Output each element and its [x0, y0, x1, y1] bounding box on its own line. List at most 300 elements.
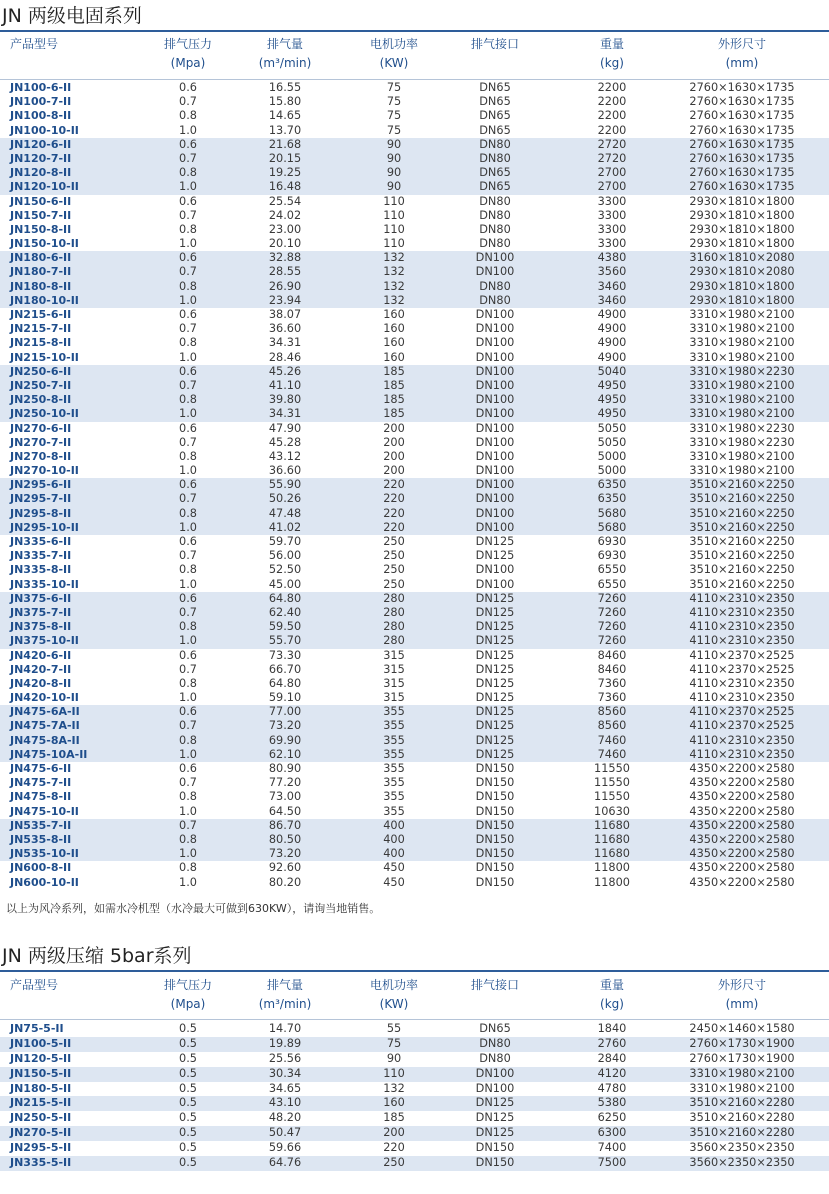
cell-flow: 36.60 — [268, 464, 302, 478]
cell-outlet: DN100 — [475, 308, 515, 321]
table-row — [0, 436, 829, 450]
cell-flow: 19.25 — [268, 166, 302, 180]
cell-pressure: 0.6 — [179, 705, 197, 719]
cell-flow: 73.20 — [268, 847, 302, 861]
table-row — [0, 109, 829, 123]
cell-flow: 77.20 — [268, 776, 302, 790]
cell-flow: 20.10 — [268, 237, 302, 251]
table-row — [0, 1141, 829, 1156]
cell-outlet: DN125 — [475, 648, 515, 662]
cell-pressure: 1.0 — [179, 520, 197, 534]
cell-flow: 92.60 — [268, 861, 302, 875]
cell-power: 450 — [383, 861, 405, 875]
cell-weight: 2200 — [597, 109, 627, 123]
cell-outlet: DN125 — [475, 1111, 515, 1125]
cell-weight: 5000 — [597, 449, 627, 463]
cell-dimensions: 3560×2350×2350 — [689, 1141, 795, 1155]
cell-model: JN295-7-II — [10, 492, 72, 506]
cell-model: JN420-10-II — [10, 691, 79, 705]
cell-dimensions: 4110×2370×2525 — [689, 648, 795, 662]
cell-pressure: 0.6 — [179, 308, 197, 321]
cell-outlet: DN100 — [475, 393, 515, 407]
cell-model: JN215-5-II — [10, 1096, 72, 1110]
cell-pressure: 0.6 — [179, 762, 197, 775]
section2-top-rule — [0, 970, 829, 972]
cell-model: JN150-8-II — [10, 222, 72, 236]
cell-outlet: DN150 — [475, 847, 515, 861]
cell-model: JN375-10-II — [10, 634, 79, 648]
cell-flow: 73.00 — [268, 790, 302, 804]
cell-outlet: DN150 — [475, 804, 515, 818]
cell-flow: 47.90 — [268, 421, 302, 435]
cell-outlet: DN80 — [479, 1036, 511, 1050]
cell-outlet: DN80 — [479, 222, 511, 236]
table-row — [0, 663, 829, 677]
cell-outlet: DN65 — [479, 166, 511, 180]
cell-flow: 77.00 — [268, 705, 302, 719]
cell-dimensions: 4350×2200×2580 — [689, 776, 795, 790]
table-row — [0, 237, 829, 251]
cell-dimensions: 4110×2310×2350 — [689, 634, 795, 648]
cell-dimensions: 3560×2350×2350 — [689, 1156, 795, 1170]
cell-flow: 34.31 — [268, 407, 302, 421]
cell-flow: 50.26 — [268, 492, 302, 506]
cell-flow: 59.10 — [268, 691, 302, 705]
cell-model: JN180-6-II — [10, 251, 72, 265]
header-weight-unit: (kg) — [600, 56, 624, 70]
cell-model: JN335-10-II — [10, 577, 79, 591]
cell-pressure: 0.5 — [179, 1081, 197, 1095]
cell-flow: 55.70 — [268, 634, 302, 648]
cell-outlet: DN65 — [479, 123, 511, 137]
table-row — [0, 649, 829, 663]
cell-pressure: 0.6 — [179, 194, 197, 208]
cell-model: JN120-10-II — [10, 180, 79, 194]
cell-dimensions: 3310×1980×2230 — [689, 421, 795, 435]
table-row — [0, 521, 829, 535]
cell-dimensions: 4110×2310×2350 — [689, 747, 795, 761]
cell-dimensions: 2930×1810×1800 — [689, 208, 795, 222]
cell-weight: 11550 — [594, 776, 630, 790]
table-row — [0, 379, 829, 393]
cell-pressure: 0.7 — [179, 662, 197, 676]
cell-model: JN270-7-II — [10, 435, 72, 449]
cell-model: JN600-10-II — [10, 875, 79, 889]
cell-outlet: DN125 — [475, 705, 515, 719]
cell-power: 250 — [383, 563, 405, 577]
table-row — [0, 124, 829, 138]
cell-weight: 7260 — [597, 605, 627, 619]
cell-weight: 2200 — [597, 95, 627, 109]
header-power-unit: (KW) — [379, 997, 409, 1011]
cell-dimensions: 4110×2310×2350 — [689, 605, 795, 619]
cell-pressure: 0.6 — [179, 421, 197, 435]
table-row — [0, 180, 829, 194]
header-dimensions-unit: (mm) — [725, 997, 759, 1011]
cell-dimensions: 2760×1630×1735 — [689, 180, 795, 194]
cell-flow: 43.10 — [268, 1096, 302, 1110]
cell-pressure: 1.0 — [179, 577, 197, 591]
cell-flow: 69.90 — [268, 733, 302, 747]
cell-dimensions: 3310×1980×2100 — [689, 308, 795, 321]
cell-model: JN270-8-II — [10, 449, 72, 463]
cell-model: JN100-8-II — [10, 109, 72, 123]
cell-flow: 64.80 — [268, 676, 302, 690]
cell-power: 250 — [383, 535, 405, 548]
cell-model: JN535-10-II — [10, 847, 79, 861]
cell-power: 400 — [383, 847, 405, 861]
cell-power: 160 — [383, 308, 405, 321]
cell-dimensions: 2760×1630×1735 — [689, 81, 795, 94]
section1-title: JN 两级电固系列 — [2, 5, 142, 27]
cell-dimensions: 4350×2200×2580 — [689, 861, 795, 875]
header-model-label: 产品型号 — [10, 37, 59, 51]
table-row — [0, 1126, 829, 1141]
cell-weight: 6250 — [597, 1111, 627, 1125]
cell-weight: 6550 — [597, 563, 627, 577]
cell-power: 90 — [386, 151, 402, 165]
cell-pressure: 0.8 — [179, 393, 197, 407]
cell-weight: 7260 — [597, 620, 627, 634]
cell-model: JN475-8A-II — [10, 733, 80, 747]
cell-dimensions: 3310×1980×2230 — [689, 364, 795, 378]
cell-pressure: 1.0 — [179, 464, 197, 478]
cell-dimensions: 3510×2160×2250 — [689, 563, 795, 577]
cell-weight: 11680 — [594, 847, 630, 861]
cell-weight: 3300 — [597, 194, 627, 208]
cell-flow: 23.94 — [268, 293, 302, 307]
cell-model: JN295-5-II — [10, 1141, 72, 1155]
header-outlet-label: 排气接口 — [470, 978, 519, 992]
cell-weight: 2200 — [597, 81, 627, 94]
cell-pressure: 0.7 — [179, 605, 197, 619]
cell-power: 315 — [383, 662, 405, 676]
cell-outlet: DN100 — [475, 1066, 515, 1080]
cell-power: 185 — [383, 378, 405, 392]
cell-weight: 6550 — [597, 577, 627, 591]
table-row — [0, 1082, 829, 1097]
cell-flow: 66.70 — [268, 662, 302, 676]
cell-power: 185 — [383, 407, 405, 421]
cell-pressure: 0.7 — [179, 492, 197, 506]
cell-model: JN270-5-II — [10, 1126, 72, 1140]
table-row — [0, 1067, 829, 1082]
cell-pressure: 0.5 — [179, 1051, 197, 1065]
cell-outlet: DN150 — [475, 818, 515, 832]
table-row — [0, 138, 829, 152]
cell-pressure: 0.6 — [179, 535, 197, 548]
table-row — [0, 762, 829, 776]
cell-weight: 4120 — [597, 1066, 627, 1080]
cell-model: JN375-7-II — [10, 605, 72, 619]
cell-outlet: DN125 — [475, 662, 515, 676]
cell-dimensions: 4350×2200×2580 — [689, 790, 795, 804]
cell-power: 200 — [383, 1126, 405, 1140]
table-row — [0, 833, 829, 847]
cell-flow: 28.46 — [268, 350, 302, 364]
cell-power: 185 — [383, 393, 405, 407]
table-row — [0, 464, 829, 478]
cell-model: JN100-5-II — [10, 1036, 72, 1050]
cell-power: 75 — [386, 1036, 402, 1050]
cell-dimensions: 3310×1980×2100 — [689, 393, 795, 407]
cell-flow: 14.70 — [268, 1022, 302, 1035]
cell-weight: 4900 — [597, 350, 627, 364]
cell-outlet: DN125 — [475, 1096, 515, 1110]
cell-weight: 5050 — [597, 435, 627, 449]
cell-dimensions: 4350×2200×2580 — [689, 762, 795, 775]
cell-outlet: DN80 — [479, 279, 511, 293]
cell-flow: 45.26 — [268, 364, 302, 378]
cell-weight: 4950 — [597, 393, 627, 407]
cell-flow: 13.70 — [268, 123, 302, 137]
cell-pressure: 0.5 — [179, 1066, 197, 1080]
table-row — [0, 507, 829, 521]
cell-outlet: DN65 — [479, 180, 511, 194]
cell-power: 250 — [383, 577, 405, 591]
cell-power: 220 — [383, 478, 405, 492]
cell-pressure: 0.7 — [179, 719, 197, 733]
cell-pressure: 0.8 — [179, 861, 197, 875]
cell-pressure: 0.7 — [179, 776, 197, 790]
cell-outlet: DN150 — [475, 861, 515, 875]
cell-weight: 5380 — [597, 1096, 627, 1110]
cell-power: 110 — [383, 208, 405, 222]
cell-dimensions: 4110×2370×2525 — [689, 662, 795, 676]
table-row — [0, 492, 829, 506]
cell-power: 75 — [386, 81, 402, 94]
cell-weight: 4900 — [597, 308, 627, 321]
cell-dimensions: 3510×2160×2280 — [689, 1126, 795, 1140]
cell-pressure: 0.7 — [179, 435, 197, 449]
cell-weight: 3300 — [597, 222, 627, 236]
cell-model: JN180-10-II — [10, 293, 79, 307]
cell-flow: 21.68 — [268, 137, 302, 151]
table-row — [0, 563, 829, 577]
section1-table-body — [0, 81, 829, 890]
cell-power: 90 — [386, 137, 402, 151]
cell-pressure: 0.6 — [179, 478, 197, 492]
cell-weight: 2720 — [597, 137, 627, 151]
header-power-label: 电机功率 — [369, 978, 418, 992]
cell-outlet: DN125 — [475, 535, 515, 548]
cell-pressure: 0.8 — [179, 733, 197, 747]
cell-power: 400 — [383, 818, 405, 832]
cell-model: JN120-5-II — [10, 1051, 72, 1065]
cell-power: 110 — [383, 237, 405, 251]
table-row — [0, 195, 829, 209]
cell-model: JN250-10-II — [10, 407, 79, 421]
cell-power: 355 — [383, 705, 405, 719]
cell-flow: 23.00 — [268, 222, 302, 236]
cell-model: JN475-7-II — [10, 776, 72, 790]
header-flow-unit: (m³/min) — [258, 56, 312, 70]
cell-model: JN335-6-II — [10, 535, 72, 548]
header-flow-unit: (m³/min) — [258, 997, 312, 1011]
cell-outlet: DN125 — [475, 719, 515, 733]
cell-dimensions: 4350×2200×2580 — [689, 875, 795, 889]
cell-power: 185 — [383, 364, 405, 378]
cell-dimensions: 4350×2200×2580 — [689, 832, 795, 846]
header-power-label: 电机功率 — [369, 37, 418, 51]
cell-outlet: DN100 — [475, 506, 515, 520]
cell-flow: 25.54 — [268, 194, 302, 208]
table-row — [0, 365, 829, 379]
cell-outlet: DN80 — [479, 237, 511, 251]
cell-weight: 6350 — [597, 478, 627, 492]
header-dimensions-unit: (mm) — [725, 56, 759, 70]
cell-pressure: 0.8 — [179, 790, 197, 804]
cell-flow: 41.10 — [268, 378, 302, 392]
cell-weight: 4950 — [597, 378, 627, 392]
table-row — [0, 1037, 829, 1052]
table-row — [0, 734, 829, 748]
cell-power: 160 — [383, 1096, 405, 1110]
cell-flow: 24.02 — [268, 208, 302, 222]
header-dimensions-label: 外形尺寸 — [717, 978, 766, 992]
cell-dimensions: 2760×1630×1735 — [689, 151, 795, 165]
cell-outlet: DN150 — [475, 790, 515, 804]
cell-dimensions: 2760×1630×1735 — [689, 137, 795, 151]
header-model-label: 产品型号 — [10, 978, 59, 992]
cell-power: 450 — [383, 875, 405, 889]
cell-flow: 43.12 — [268, 449, 302, 463]
cell-power: 55 — [386, 1022, 402, 1035]
cell-weight: 5680 — [597, 520, 627, 534]
cell-weight: 3460 — [597, 293, 627, 307]
cell-weight: 7460 — [597, 747, 627, 761]
cell-power: 355 — [383, 776, 405, 790]
cell-weight: 11800 — [594, 861, 630, 875]
section2-header-rule — [0, 1019, 829, 1020]
cell-power: 160 — [383, 322, 405, 336]
cell-power: 90 — [386, 1051, 402, 1065]
cell-dimensions: 3310×1980×2100 — [689, 464, 795, 478]
cell-model: JN375-8-II — [10, 620, 72, 634]
cell-pressure: 0.6 — [179, 81, 197, 94]
table-row — [0, 847, 829, 861]
cell-weight: 2200 — [597, 123, 627, 137]
cell-pressure: 1.0 — [179, 691, 197, 705]
cell-dimensions: 3510×2160×2250 — [689, 577, 795, 591]
table-row — [0, 606, 829, 620]
cell-power: 280 — [383, 605, 405, 619]
cell-pressure: 1.0 — [179, 634, 197, 648]
cell-outlet: DN100 — [475, 350, 515, 364]
cell-outlet: DN150 — [475, 1141, 515, 1155]
cell-power: 280 — [383, 634, 405, 648]
header-pressure-unit: (Mpa) — [170, 56, 206, 70]
cell-flow: 15.80 — [268, 95, 302, 109]
section2-table-header — [0, 976, 829, 1018]
cell-weight: 7360 — [597, 691, 627, 705]
cell-flow: 28.55 — [268, 265, 302, 279]
cell-pressure: 0.8 — [179, 279, 197, 293]
cell-outlet: DN80 — [479, 1051, 511, 1065]
cell-pressure: 1.0 — [179, 875, 197, 889]
cell-outlet: DN65 — [479, 81, 511, 94]
cell-power: 110 — [383, 1066, 405, 1080]
cell-power: 315 — [383, 691, 405, 705]
header-pressure-label: 排气压力 — [163, 37, 212, 51]
cell-model: JN100-6-II — [10, 81, 72, 94]
cell-power: 200 — [383, 449, 405, 463]
cell-outlet: DN100 — [475, 322, 515, 336]
cell-dimensions: 2760×1630×1735 — [689, 166, 795, 180]
table-row — [0, 876, 829, 890]
cell-outlet: DN100 — [475, 520, 515, 534]
cell-model: JN215-10-II — [10, 350, 79, 364]
table-row — [0, 634, 829, 648]
cell-weight: 3300 — [597, 208, 627, 222]
cell-pressure: 1.0 — [179, 407, 197, 421]
cell-flow: 48.20 — [268, 1111, 302, 1125]
cell-pressure: 1.0 — [179, 804, 197, 818]
table-row — [0, 790, 829, 804]
cell-flow: 56.00 — [268, 549, 302, 563]
cell-model: JN215-8-II — [10, 336, 72, 350]
cell-pressure: 0.5 — [179, 1096, 197, 1110]
cell-weight: 11680 — [594, 818, 630, 832]
cell-dimensions: 2930×1810×1800 — [689, 222, 795, 236]
table-row — [0, 620, 829, 634]
cell-model: JN600-8-II — [10, 861, 72, 875]
cell-power: 355 — [383, 790, 405, 804]
cell-model: JN375-6-II — [10, 591, 72, 605]
cell-model: JN335-8-II — [10, 563, 72, 577]
cell-dimensions: 3510×2160×2280 — [689, 1096, 795, 1110]
cell-power: 110 — [383, 222, 405, 236]
cell-weight: 4900 — [597, 336, 627, 350]
cell-power: 355 — [383, 762, 405, 775]
table-row — [0, 407, 829, 421]
cell-flow: 45.00 — [268, 577, 302, 591]
cell-weight: 7260 — [597, 634, 627, 648]
cell-flow: 59.66 — [268, 1141, 302, 1155]
cell-outlet: DN100 — [475, 336, 515, 350]
header-weight-unit: (kg) — [600, 997, 624, 1011]
cell-dimensions: 4350×2200×2580 — [689, 804, 795, 818]
section1-note: 以上为风冷系列，如需水冷机型（水冷最大可做到630KW），请询当地销售。 — [6, 902, 381, 915]
table-row — [0, 209, 829, 223]
cell-outlet: DN125 — [475, 634, 515, 648]
cell-power: 355 — [383, 804, 405, 818]
cell-weight: 5680 — [597, 506, 627, 520]
cell-flow: 64.80 — [268, 591, 302, 605]
cell-pressure: 0.8 — [179, 563, 197, 577]
cell-outlet: DN100 — [475, 464, 515, 478]
cell-model: JN250-5-II — [10, 1111, 72, 1125]
cell-pressure: 0.7 — [179, 818, 197, 832]
table-row — [0, 152, 829, 166]
header-pressure-label: 排气压力 — [163, 978, 212, 992]
cell-weight: 7400 — [597, 1141, 627, 1155]
cell-dimensions: 3310×1980×2100 — [689, 336, 795, 350]
table-row — [0, 861, 829, 875]
table-row — [0, 166, 829, 180]
cell-pressure: 0.5 — [179, 1022, 197, 1035]
cell-dimensions: 3510×2160×2250 — [689, 492, 795, 506]
cell-dimensions: 2930×1810×1800 — [689, 194, 795, 208]
table-row — [0, 95, 829, 109]
cell-pressure: 0.5 — [179, 1156, 197, 1170]
cell-model: JN295-8-II — [10, 506, 72, 520]
cell-power: 280 — [383, 591, 405, 605]
cell-power: 200 — [383, 435, 405, 449]
cell-pressure: 0.7 — [179, 151, 197, 165]
cell-outlet: DN100 — [475, 492, 515, 506]
cell-weight: 7260 — [597, 591, 627, 605]
